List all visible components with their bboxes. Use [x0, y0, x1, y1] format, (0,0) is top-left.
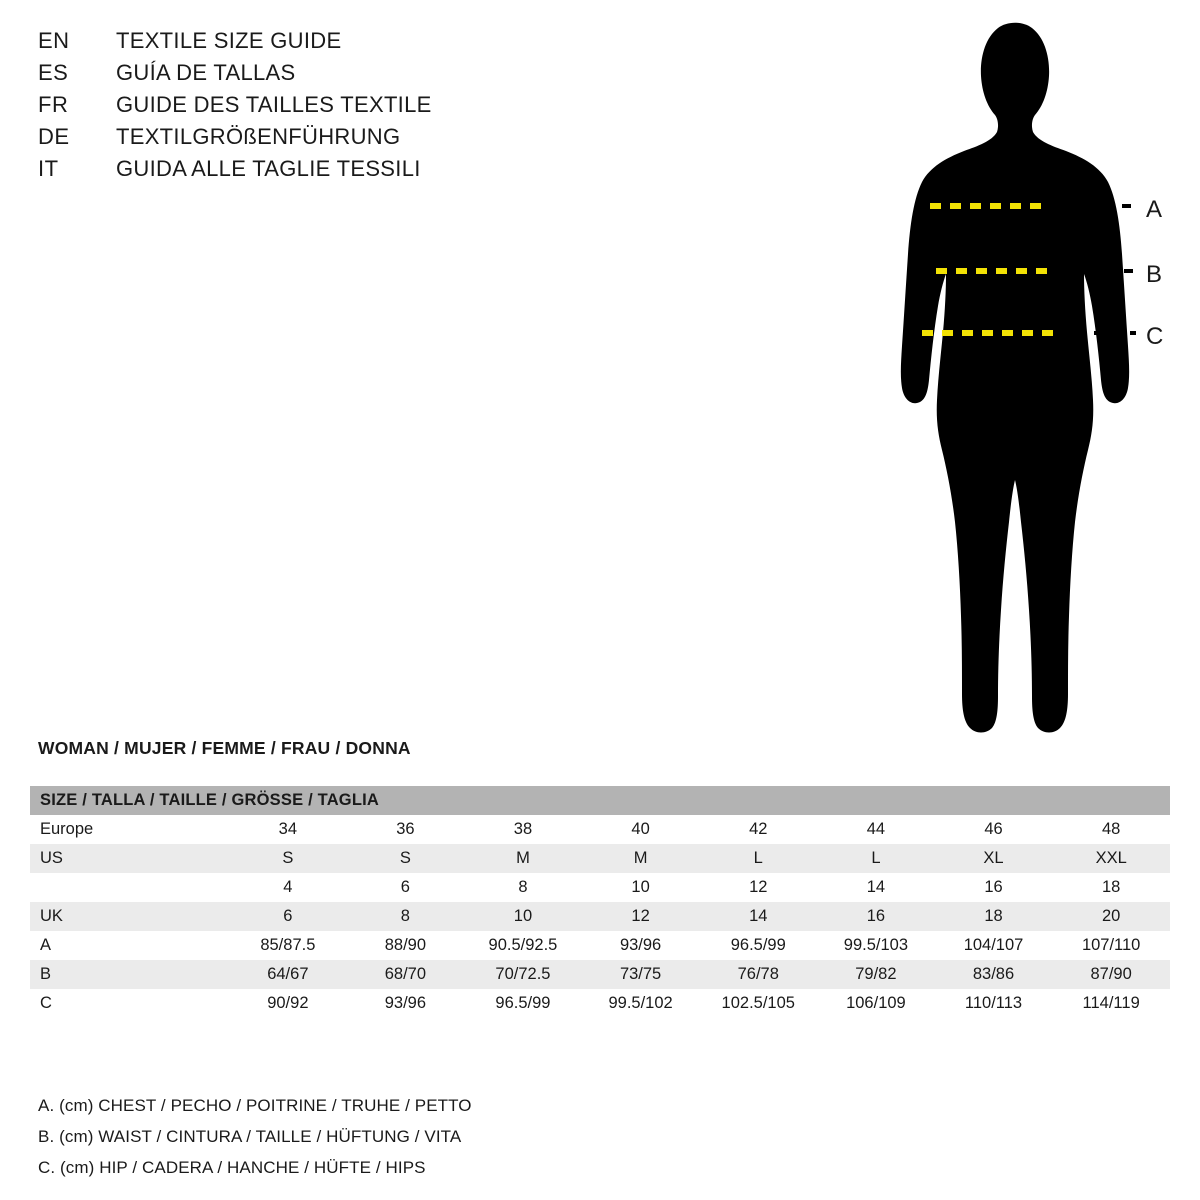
- title-text: TEXTILGRÖßENFÜHRUNG: [116, 124, 401, 149]
- title-row: [38, 92, 598, 124]
- table-row: [30, 902, 1170, 931]
- row-label: US: [40, 849, 63, 867]
- table-row: [30, 844, 1170, 873]
- cell-value: 114/119: [1082, 994, 1140, 1012]
- cell-value: XL: [983, 849, 1004, 867]
- cell-value: 70/72.5: [495, 965, 551, 983]
- cell-value: 64/67: [267, 965, 309, 983]
- cell-value: 110/113: [964, 994, 1023, 1012]
- cell-value: 14: [866, 878, 886, 896]
- cell-value: 34: [278, 820, 298, 838]
- table-row: [30, 931, 1170, 960]
- cell-value: 40: [631, 820, 650, 838]
- cell-value: 107/110: [1081, 936, 1141, 954]
- size-table: [30, 786, 1170, 1018]
- cell-value: S: [399, 849, 411, 867]
- title-lang-code: DE: [38, 124, 70, 149]
- cell-value: 38: [513, 820, 533, 838]
- table-header-row: [30, 786, 1170, 815]
- title-lang-code: EN: [38, 28, 70, 53]
- row-label: B: [40, 965, 52, 983]
- cell-value: 96.5/99: [730, 936, 786, 954]
- measurement-figure: [850, 10, 1190, 750]
- table-row: [30, 960, 1170, 989]
- cell-value: 36: [396, 820, 415, 838]
- cell-value: 102.5/105: [721, 994, 795, 1012]
- cell-value: S: [282, 849, 294, 867]
- title-row: [38, 156, 598, 188]
- row-label: [30, 873, 229, 902]
- title-lang-code: IT: [38, 156, 59, 181]
- cell-value: L: [753, 849, 763, 867]
- cell-value: 85/87.5: [260, 936, 316, 954]
- cell-value: 18: [984, 907, 1003, 925]
- row-label: Europe: [40, 820, 94, 838]
- marker-label-a: A: [1146, 196, 1163, 223]
- cell-value: 76/78: [737, 965, 779, 983]
- title-lang-code: ES: [38, 60, 69, 85]
- row-label: A: [40, 936, 52, 954]
- cell-value: 10: [513, 907, 533, 925]
- cell-value: 83/86: [972, 965, 1015, 983]
- cell-value: 16: [866, 907, 886, 925]
- table-row: [30, 989, 1170, 1018]
- woman-silhouette-icon: [901, 23, 1129, 733]
- cell-value: 16: [984, 878, 1003, 896]
- cell-value: 4: [283, 878, 293, 896]
- cell-value: 106/109: [846, 994, 906, 1012]
- marker-label-b: B: [1146, 261, 1163, 288]
- cell-value: M: [516, 849, 530, 867]
- cell-value: 8: [518, 878, 528, 896]
- table-row: [30, 873, 1170, 902]
- cell-value: 93/96: [619, 936, 662, 954]
- title-text: GUIDE DES TAILLES TEXTILE: [116, 92, 432, 117]
- cell-value: XXL: [1095, 849, 1127, 867]
- cell-value: 14: [749, 907, 768, 925]
- cell-value: 12: [749, 878, 768, 896]
- cell-value: 93/96: [384, 994, 427, 1012]
- cell-value: 6: [400, 878, 410, 896]
- cell-value: 90.5/92.5: [488, 936, 558, 954]
- cell-value: 48: [1101, 820, 1121, 838]
- title-row: [38, 28, 598, 60]
- cell-value: 79/82: [855, 965, 897, 983]
- cell-value: 12: [631, 907, 650, 925]
- title-lang-code: FR: [38, 92, 69, 117]
- marker-label-c: C: [1146, 323, 1164, 350]
- title-block: [38, 28, 598, 188]
- cell-value: L: [871, 849, 881, 867]
- cell-value: M: [633, 849, 648, 867]
- cell-value: 99.5/102: [608, 994, 673, 1012]
- cell-value: 88/90: [384, 936, 427, 954]
- legend-line-chest: A. (cm) CHEST / PECHO / POITRINE / TRUHE / PETTO: [38, 1096, 472, 1115]
- cell-value: 18: [1101, 878, 1121, 896]
- cell-value: 87/90: [1090, 965, 1132, 983]
- title-row: [38, 124, 598, 156]
- title-text: GUÍA DE TALLAS: [116, 60, 296, 85]
- row-label: UK: [40, 907, 63, 925]
- title-text: GUIDA ALLE TAGLIE TESSILI: [116, 156, 421, 181]
- cell-value: 8: [400, 907, 410, 925]
- cell-value: 104/107: [963, 936, 1024, 954]
- cell-value: 68/70: [384, 965, 427, 983]
- section-label-woman: WOMAN / MUJER / FEMME / FRAU / DONNA: [38, 738, 411, 758]
- cell-value: 99.5/103: [843, 936, 909, 954]
- cell-value: 10: [631, 878, 650, 896]
- table-row: [30, 815, 1170, 844]
- cell-value: 73/75: [619, 965, 662, 983]
- row-label: C: [40, 994, 52, 1012]
- cell-value: 90/92: [267, 994, 309, 1012]
- cell-value: 96.5/99: [495, 994, 551, 1012]
- cell-value: 42: [749, 820, 768, 838]
- title-row: [38, 60, 598, 92]
- title-text: TEXTILE SIZE GUIDE: [116, 28, 342, 53]
- legend-line-waist: B. (cm) WAIST / CINTURA / TAILLE / HÜFTUNG / VITA: [38, 1127, 462, 1146]
- cell-value: 6: [283, 907, 293, 925]
- cell-value: 46: [984, 820, 1003, 838]
- table-header-label: SIZE / TALLA / TAILLE / GRÖSSE / TAGLIA: [40, 791, 380, 809]
- legend-block: [38, 1090, 838, 1183]
- legend-line-hip: C. (cm) HIP / CADERA / HANCHE / HÜFTE / HIPS: [38, 1158, 426, 1177]
- cell-value: 20: [1101, 907, 1121, 925]
- cell-value: 44: [866, 820, 886, 838]
